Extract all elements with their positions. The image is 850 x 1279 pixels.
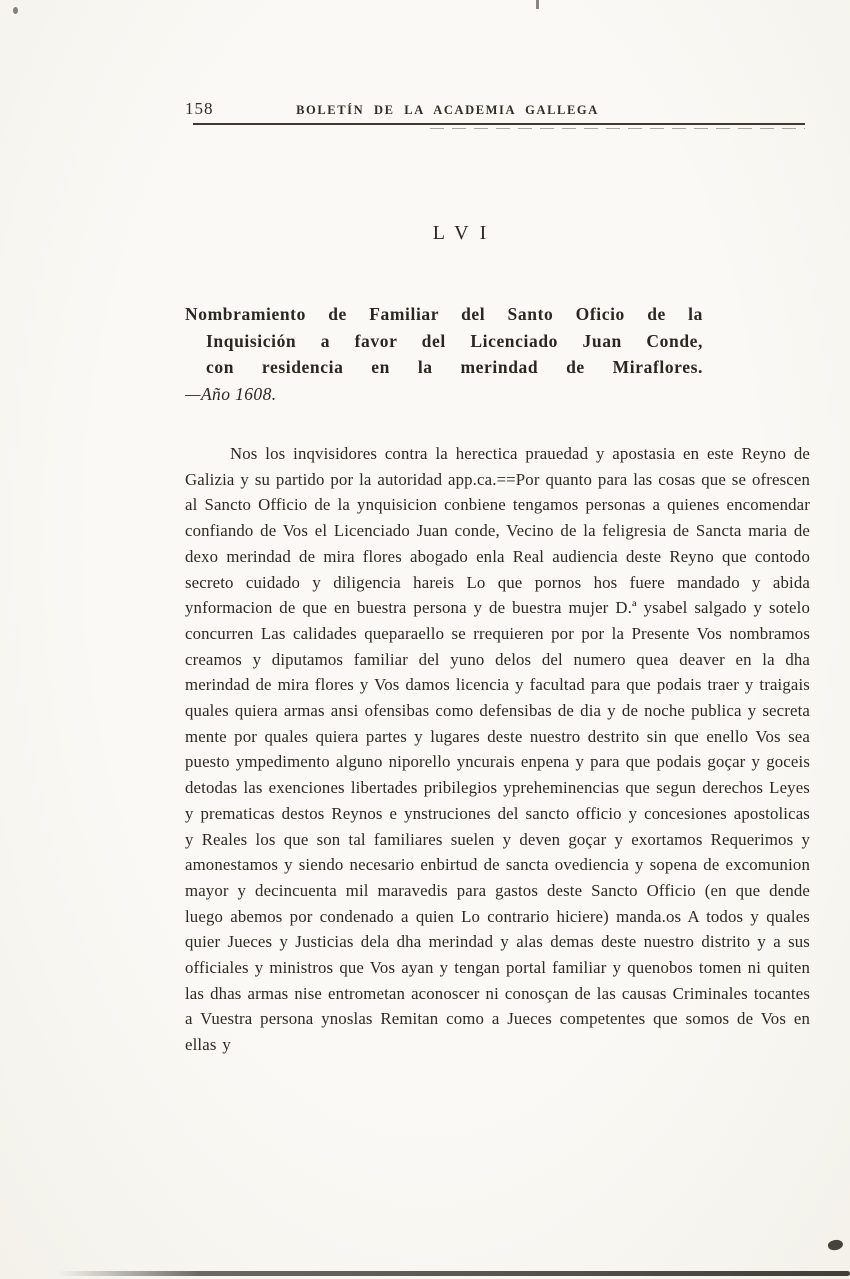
scan-edge-artifact — [58, 1271, 850, 1276]
journal-title: BOLETÍN DE LA ACADEMIA GALLEGA — [296, 103, 599, 117]
page-header — [185, 99, 810, 119]
document-title — [185, 301, 703, 407]
scan-tick-top — [536, 0, 539, 9]
header-rule-artifact — [430, 128, 805, 129]
body-paragraph: Nos los inqvisidores contra la herectica prauedad y apostasia en este Reyno de Galizia y su partido por la autoridad app.ca.==Por quanto para las cosas que se ofrescen al Sancto Officio de la ynquisicion conbiene tengamos personas a quienes encomendar confiando de Vos el Licenciado Juan conde, Vecino de la feligresia de Sancta maria de dexo merindad de mira flores abogado enla Real audiencia deste Reyno que contodo secreto cuidado y diligencia hareis Lo que pornos hos fuere mandado y abida ynformacion de que en buestra persona y de buestra mujer D.ª ysabel salgado y sotelo concurren Las calidades queparaello se rrequieren por por la Presente Vos nombramos creamos y diputamos familiar del yuno delos del numero quea deaver en la dha merindad de mira flores y Vos damos licencia y facultad para que podais traer y traigais quales quiera armas ansi ofensibas como defensibas de dia y de noche publica y secreta mente por quales quiera partes y lugares deste nuestro destrito sin que enello Vos sea puesto ympedimento alguno niporello yncurais enpena y para que podais goçar y goceis detodas las exenciones libertades pribilegios ypreheminencias que segun derechos Leyes y prematicas destos Reynos e ynstruciones del sancto officio y concesiones apostolicas y Reales los que son tal familiares suelen y deven goçar y exortamos Requerimos y amonestamos y siendo necesario enbirtud de sancta ovediencia y sopena de excomunion mayor y decincuenta mil maravedis para gastos deste Sancto Officio (en que dende luego abemos por condenado a quien Lo contrario hiciere) manda.os A todos y quales quier Jueces y Justicias dela dha merindad y alas demas deste nuestro distrito y a sus officiales y ministros que Vos ayan y tengan portal familiar y quenobos tomen ni quiten las dhas armas nise entrometan aconoscer ni conosçan de las causas Criminales tocantes a Vuestra persona ynoslas Remitan como a Jueces competentes que somos de Vos en ellas y — [185, 444, 810, 1055]
scan-blemish-top-left — [13, 7, 18, 14]
scan-blemish-bottom-right — [827, 1239, 844, 1252]
header-rule — [193, 123, 805, 125]
title-line: Nombramiento de Familiar del Santo Oficio de la — [185, 304, 703, 324]
title-line: Inquisición a favor del Licenciado Juan Conde, — [206, 330, 703, 351]
title-year: —Año 1608. — [185, 383, 277, 404]
section-numeral: LVI — [432, 222, 498, 244]
title-line: con residencia en la merindad de Miraflores. — [206, 357, 703, 377]
page-number: 158 — [185, 99, 214, 118]
